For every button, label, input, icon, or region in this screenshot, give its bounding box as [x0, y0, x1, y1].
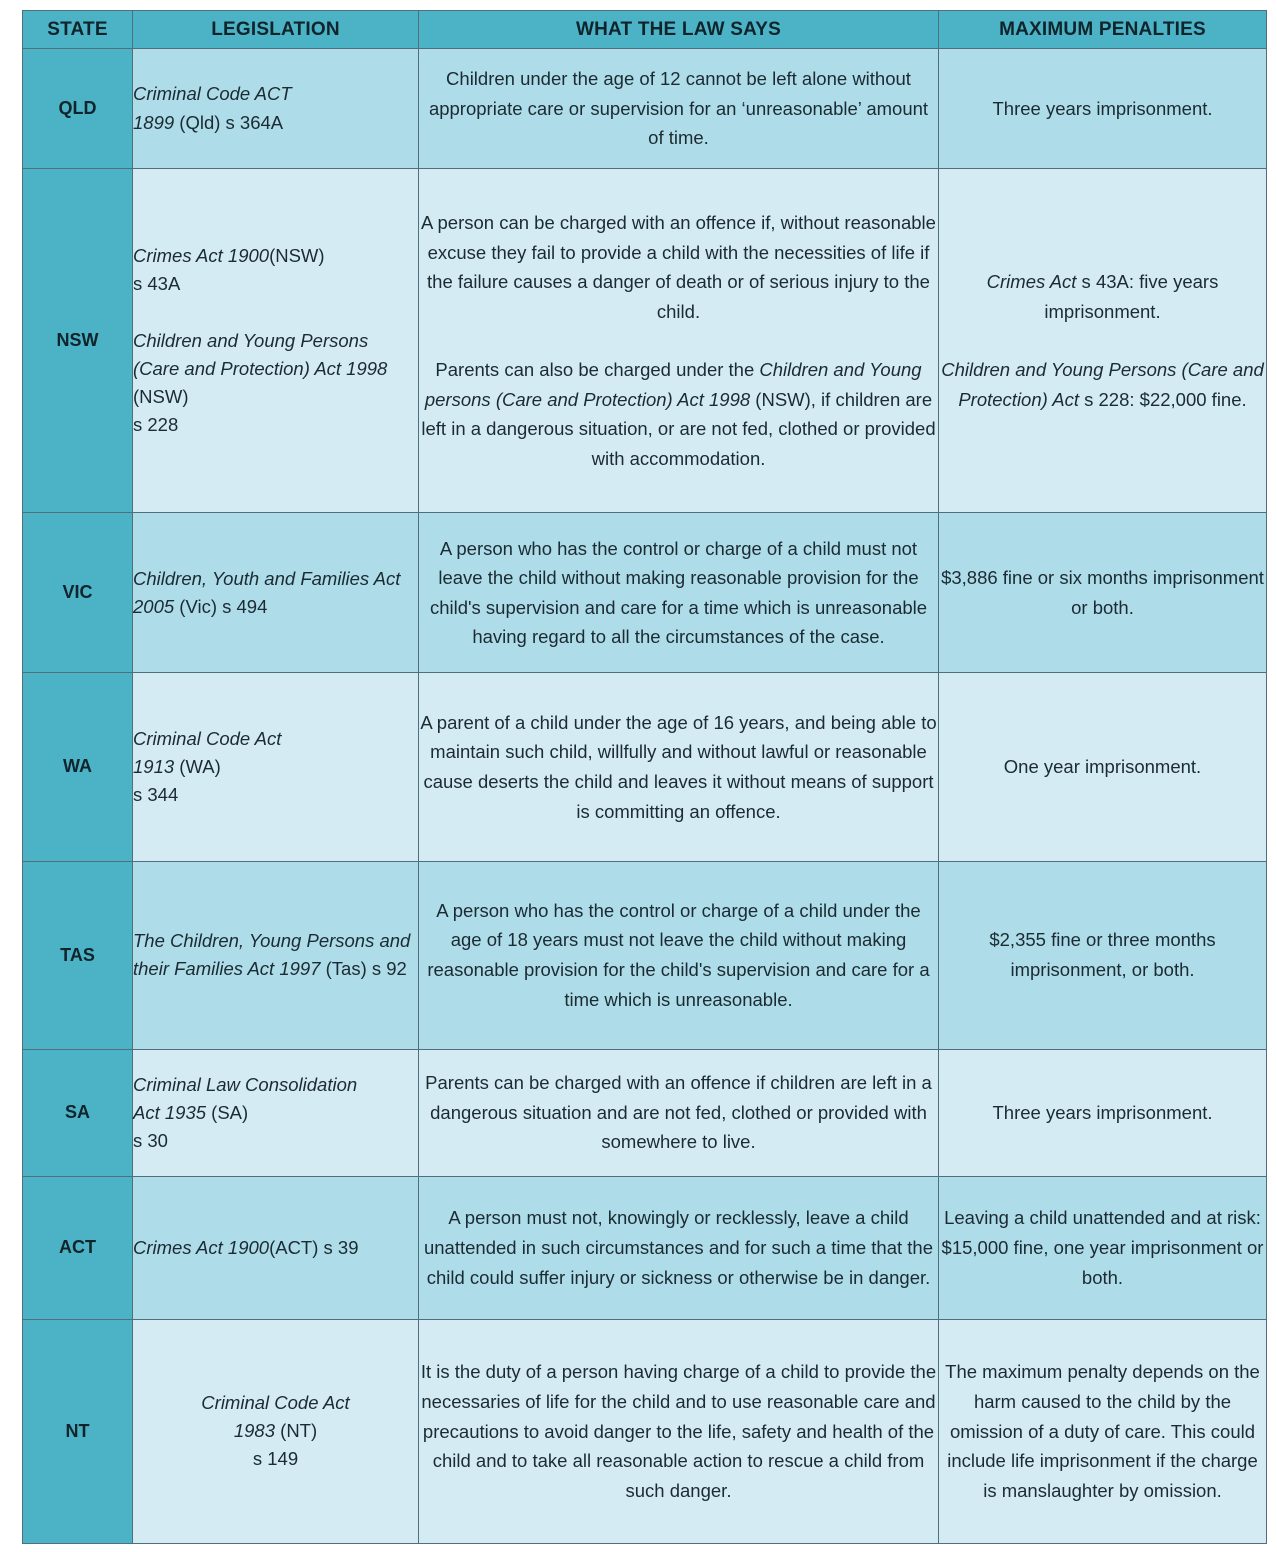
state-cell-nt: NT	[23, 1319, 133, 1543]
table-row	[23, 1049, 1267, 1176]
legislation-cell-wa	[133, 673, 419, 861]
legislation-section: s 344	[133, 784, 179, 805]
legislation-title: Criminal Law Consolidation	[133, 1073, 358, 1095]
column-header-state	[23, 11, 133, 49]
legislation-section: (Qld) s 364A	[174, 111, 284, 133]
column-header-law	[419, 11, 939, 49]
legislation-jurisdiction: (NT)	[275, 1420, 318, 1442]
legislation-cell-nt	[133, 1319, 419, 1543]
column-header-legislation	[133, 11, 419, 49]
penalties-cell-qld: Three years imprisonment.	[939, 49, 1267, 169]
state-cell-act: ACT	[23, 1176, 133, 1319]
law-paragraph-2: Parents can also be charged under the Children and Young persons (Care and Protection) Act 1998 (NSW), if children are left in a dangerous situation, or are not fed, clothed or provided with accommodation.	[421, 359, 936, 469]
state-cell-tas: TAS	[23, 861, 133, 1049]
law-cell-sa: Parents can be charged with an offence if children are left in a dangerous situation and are not fed, clothed or provided with somewhere to live.	[419, 1049, 939, 1176]
law-cell-wa: A parent of a child under the age of 16 years, and being able to maintain such child, willfully and without lawful or reasonable cause deserts the child and leaves it without means of support is committing an offence.	[419, 673, 939, 861]
state-cell-nsw: NSW	[23, 169, 133, 513]
legislation-entry	[133, 927, 418, 983]
column-header-penalties-label: MAXIMUM PENALTIES	[999, 18, 1206, 40]
legislation-section: s 149	[252, 1448, 299, 1470]
column-header-law-label: WHAT THE LAW SAYS	[575, 18, 781, 40]
penalties-cell-nt: The maximum penalty depends on the harm caused to the child by the omission of a duty of care. This could include life imprisonment if the charge is manslaughter by omission.	[939, 1319, 1267, 1543]
legislation-jurisdiction: (SA)	[206, 1101, 249, 1123]
header-row	[23, 11, 1267, 49]
penalties-cell-act: Leaving a child unattended and at risk: $15,000 fine, one year imprisonment or both.	[939, 1176, 1267, 1319]
legislation-entry	[133, 1234, 418, 1262]
legislation-year: 1913	[133, 755, 175, 777]
law-cell-nsw	[419, 169, 939, 513]
penalty-item-2: Children and Young Persons (Care and Protection) Act s 228: $22,000 fine.	[941, 359, 1264, 410]
legislation-entry	[133, 1071, 418, 1155]
column-header-penalties	[939, 11, 1267, 49]
table-row	[23, 1176, 1267, 1319]
legislation-cell-qld	[133, 49, 419, 169]
legislation-title: Children, Youth and Families Act 2005	[133, 567, 401, 617]
penalties-cell-sa: Three years imprisonment.	[939, 1049, 1267, 1176]
law-cell-nt: It is the duty of a person having charge of a child to provide the necessaries of life for the child and to use reasonable care and precautions to avoid danger to the life, safety and health of the child and to take all reasonable action to rescue a child from such danger.	[419, 1319, 939, 1543]
law-cell-vic: A person who has the control or charge of a child must not leave the child without making reasonable provision for the child's supervision and care for a time which is unreasonable having regard to all the circumstances of the case.	[419, 513, 939, 673]
table-row	[23, 673, 1267, 861]
legislation-jurisdiction: (WA)	[174, 755, 221, 777]
legislation-section: s 30	[133, 1129, 168, 1151]
legislation-entry-1	[133, 242, 418, 298]
column-header-legislation-label: LEGISLATION	[211, 18, 340, 40]
law-cell-act: A person must not, knowingly or recklessly, leave a child unattended in such circumstances and for such a time that the child could suffer injury or sickness or otherwise be in danger.	[419, 1176, 939, 1319]
table-body	[23, 49, 1267, 1544]
legislation-year: Act 1935	[133, 1101, 207, 1123]
table-header	[23, 11, 1267, 49]
penalties-cell-wa: One year imprisonment.	[939, 673, 1267, 861]
law-paragraph-1: A person can be charged with an offence if, without reasonable excuse they fail to provide a child with the necessities of life if the failure causes a danger of death or of serious injury to the child.	[421, 211, 936, 322]
legislation-title: Crimes Act 1900	[133, 245, 270, 267]
legislation-entry	[133, 565, 418, 621]
legislation-cell-sa	[133, 1049, 419, 1176]
legislation-title: Criminal Code Act	[133, 727, 282, 749]
legislation-entry-2	[133, 327, 418, 439]
legislation-cell-tas	[133, 861, 419, 1049]
legislation-title: Criminal Code Act	[201, 1392, 350, 1414]
state-cell-vic: VIC	[23, 513, 133, 673]
legislation-section: s 228	[133, 414, 179, 436]
legislation-jurisdiction: (NSW)	[133, 386, 189, 408]
legislation-section: (ACT) s 39	[269, 1236, 359, 1258]
legislation-title: Children and Young Persons (Care and Protection) Act 1998	[133, 329, 388, 380]
table-row	[23, 169, 1267, 513]
legislation-year: 1983	[233, 1420, 276, 1442]
legislation-title: Crimes Act 1900	[133, 1236, 270, 1258]
legislation-title: Criminal Code ACT	[133, 83, 292, 105]
legislation-section: s 43A	[133, 273, 181, 295]
table-row	[23, 513, 1267, 673]
legislation-cell-act	[133, 1176, 419, 1319]
legislation-entry	[133, 725, 418, 809]
state-cell-qld: QLD	[23, 49, 133, 169]
legislation-cell-nsw	[133, 169, 419, 513]
penalties-cell-nsw	[939, 169, 1267, 513]
legislation-table	[22, 10, 1267, 1544]
law-cell-tas: A person who has the control or charge of a child under the age of 18 years must not leave the child without making reasonable provision for the child's supervision and care for a time which is unreasonable.	[419, 861, 939, 1049]
legislation-entry	[133, 1389, 418, 1473]
penalty-item-1: Crimes Act s 43A: five years imprisonment.	[986, 271, 1219, 322]
legislation-section: (Tas) s 92	[320, 958, 407, 980]
legislation-cell-vic	[133, 513, 419, 673]
state-cell-wa: WA	[23, 673, 133, 861]
legislation-jurisdiction: (NSW)	[269, 245, 325, 267]
legislation-year: 1899	[133, 111, 175, 133]
penalties-cell-tas: $2,355 fine or three months imprisonment, or both.	[939, 861, 1267, 1049]
table-row	[23, 1319, 1267, 1543]
table-row	[23, 861, 1267, 1049]
table-row	[23, 49, 1267, 169]
law-cell-qld: Children under the age of 12 cannot be left alone without appropriate care or supervision for an ‘unreasonable’ amount of time.	[419, 49, 939, 169]
penalties-cell-vic: $3,886 fine or six months imprisonment or both.	[939, 513, 1267, 673]
state-cell-sa: SA	[23, 1049, 133, 1176]
column-header-state-label: STATE	[47, 18, 108, 40]
legislation-section: (Vic) s 494	[174, 595, 268, 617]
legislation-title: The Children, Young Persons and their Families Act 1997	[133, 929, 411, 980]
